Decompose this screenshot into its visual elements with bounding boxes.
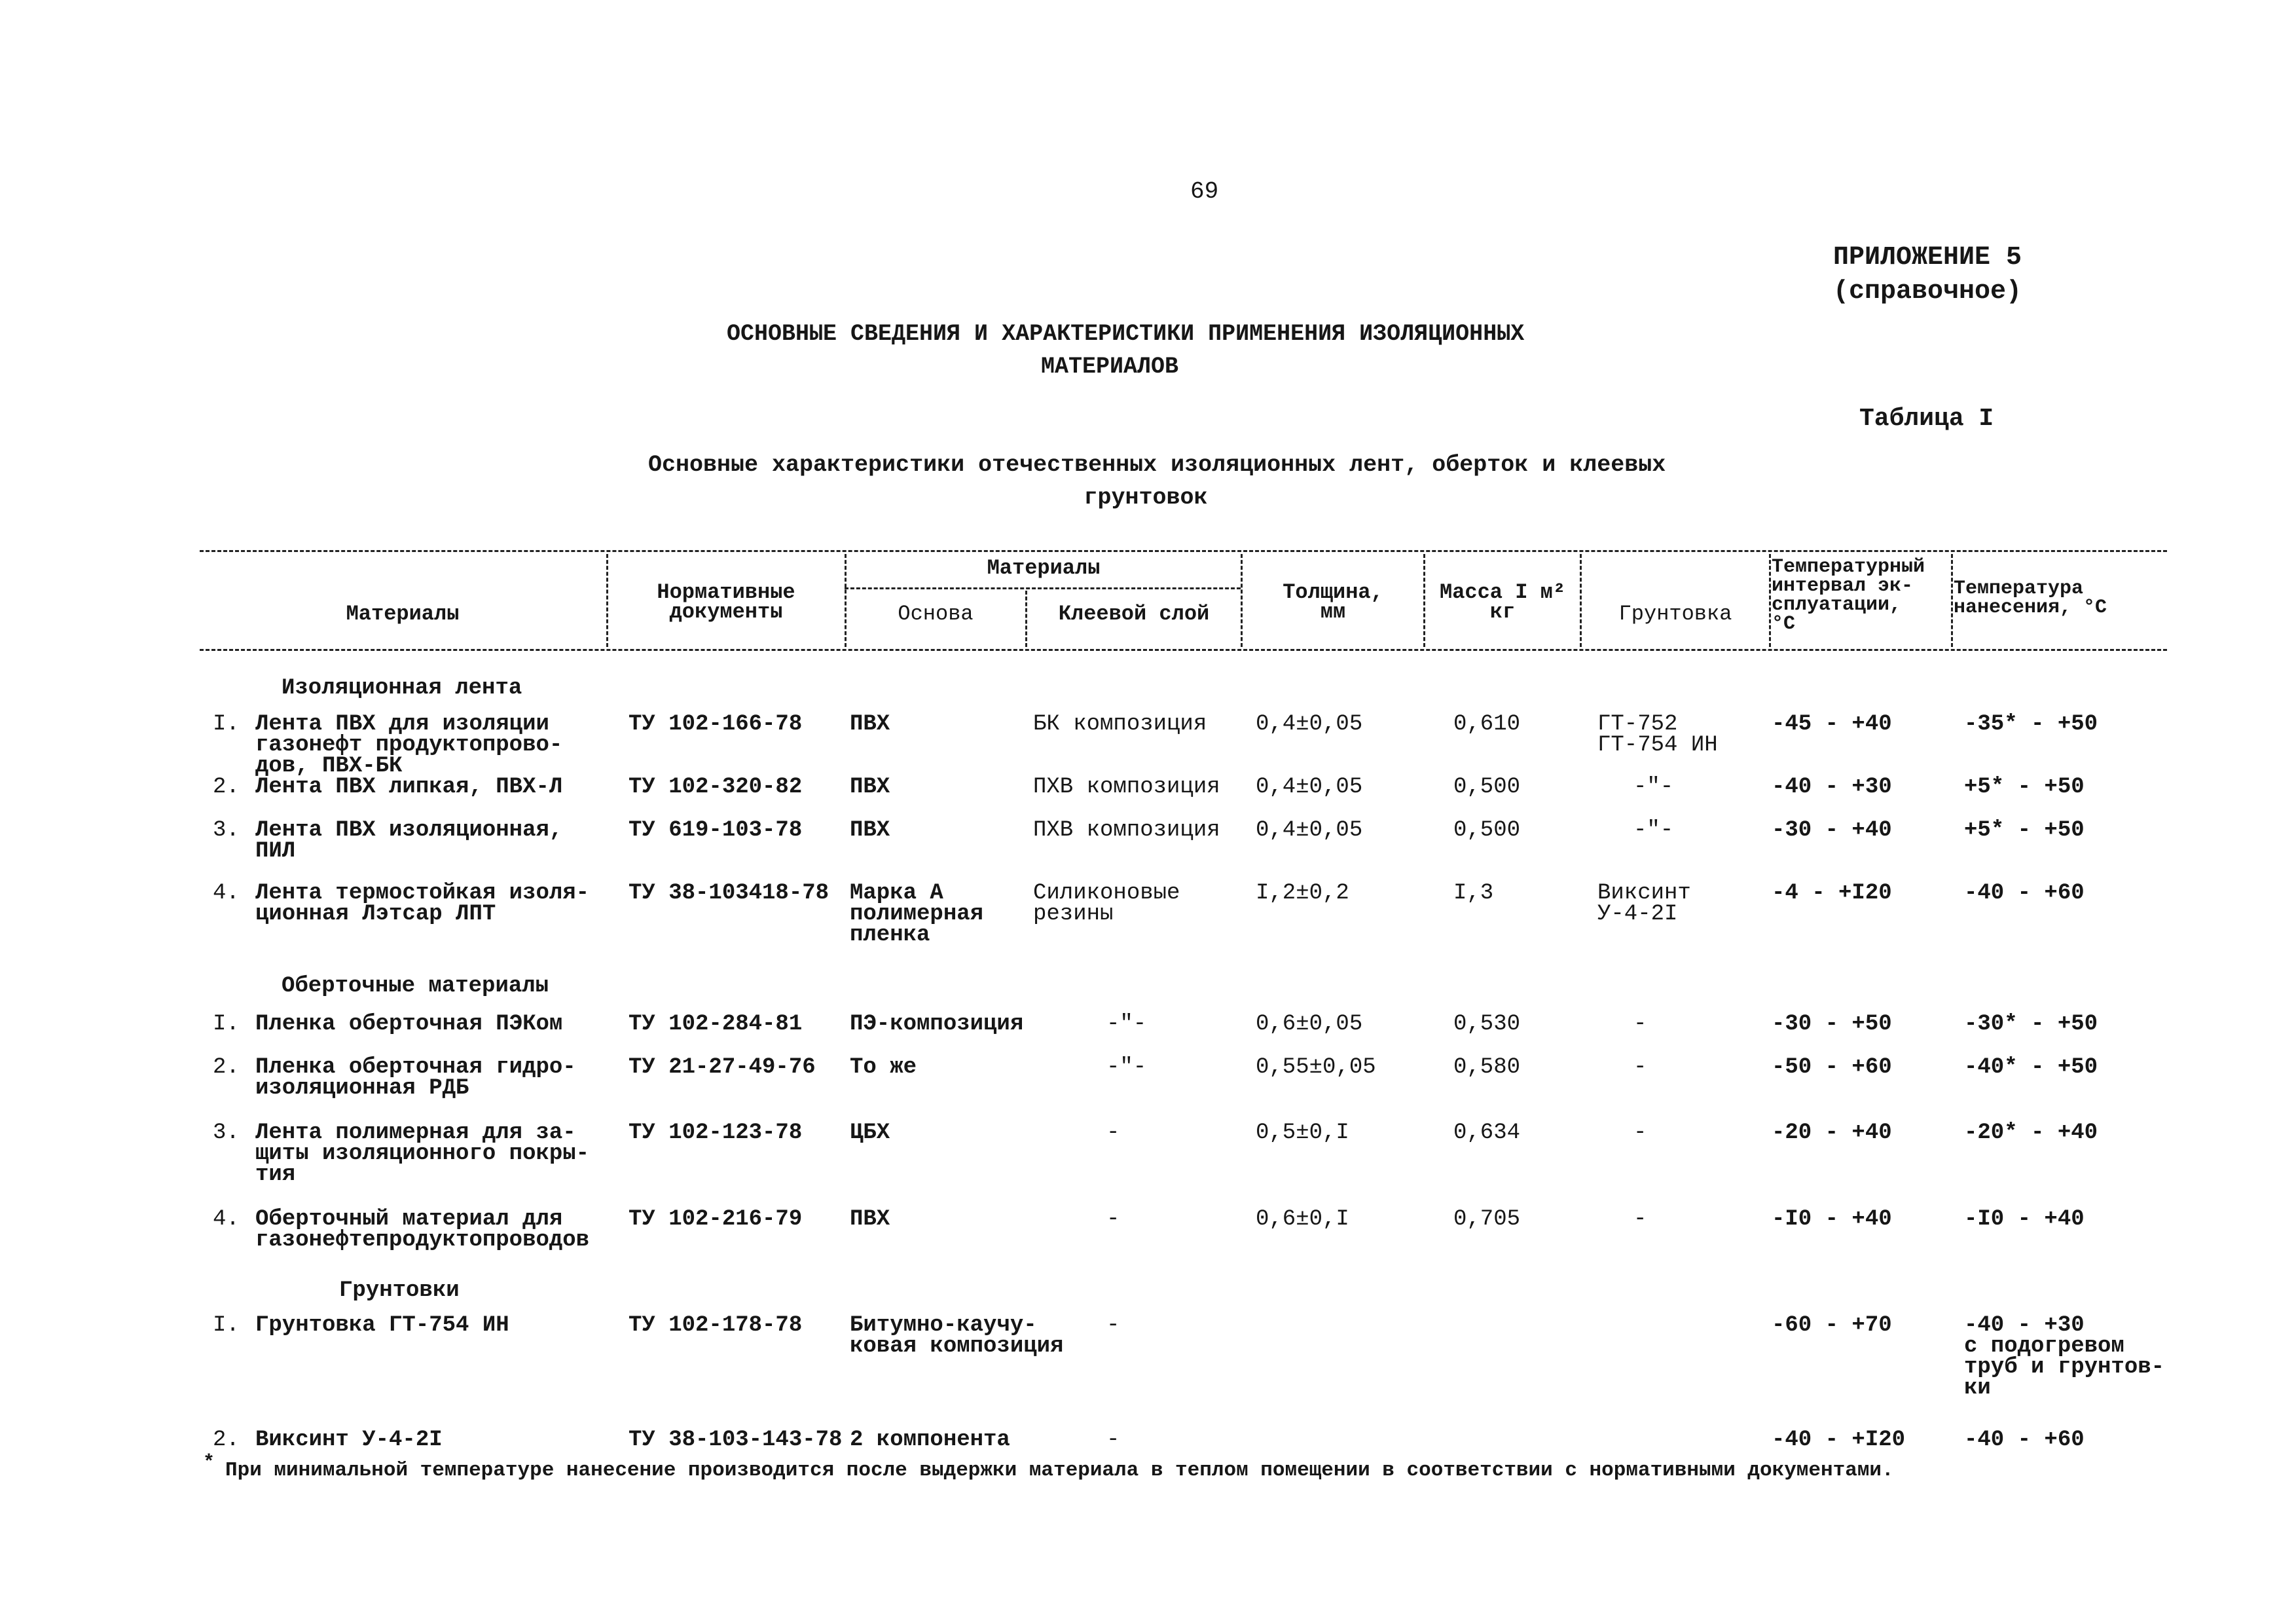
cell-name: Пленка оберточная ПЭКом (255, 1012, 563, 1037)
cell-primer: - (1633, 1207, 1647, 1232)
document-title-line-1: ОСНОВНЫЕ СВЕДЕНИЯ И ХАРАКТЕРИСТИКИ ПРИМЕНЕНИЯ ИЗОЛЯЦИОННЫХ (727, 321, 1525, 347)
cell-tapply: -35* - +50 (1964, 712, 2098, 737)
cell-name: Грунтовка ГТ-754 ИН (255, 1313, 509, 1338)
cell-doc: ТУ 102-123-78 (629, 1120, 803, 1145)
cell-mass: I,3 (1453, 881, 1494, 906)
table-label: Таблица I (1859, 405, 1994, 433)
cell-trange: -50 - +60 (1772, 1055, 1892, 1080)
header-materials: Материалы (346, 602, 460, 626)
cell-name: Лента полимерная для за- щиты изоляционного покры- тия (255, 1120, 590, 1187)
cell-mass: 0,610 (1453, 712, 1521, 737)
section-title: Изоляционная лента (282, 676, 522, 701)
table-header-bottom-rule (200, 649, 2167, 651)
cell-doc: ТУ 102-216-79 (629, 1207, 803, 1232)
cell-name: Лента ПВХ изоляционная, ПИЛ (255, 818, 563, 864)
cell-primer: - (1633, 1055, 1647, 1080)
cell-base: ПЭ-композиция (850, 1012, 1024, 1037)
cell-base: То же (850, 1055, 917, 1080)
cell-primer: - (1633, 1120, 1647, 1145)
cell-num: 4. (213, 881, 240, 906)
header-temp-apply: Температура нанесения, °С (1954, 578, 2107, 619)
header-base: Основа (898, 602, 974, 626)
cell-adhesive: БК композиция (1033, 712, 1207, 737)
cell-thickness: 0,5±0,I (1256, 1120, 1349, 1145)
header-separator (606, 554, 608, 647)
cell-tapply: -I0 - +40 (1964, 1207, 2085, 1232)
cell-trange: -I0 - +40 (1772, 1207, 1892, 1232)
cell-thickness: 0,4±0,05 (1256, 712, 1363, 737)
table-caption-line-1: Основные характеристики отечественных изоляционных лент, оберток и клеевых (648, 452, 1666, 478)
cell-trange: -4 - +I20 (1772, 881, 1892, 906)
cell-num: 2. (213, 775, 240, 800)
cell-name: Виксинт У-4-2I (255, 1428, 443, 1452)
cell-trange: -30 - +50 (1772, 1012, 1892, 1037)
cell-trange: -40 - +I20 (1772, 1428, 1906, 1452)
cell-doc: ТУ 102-178-78 (629, 1313, 803, 1338)
cell-num: 3. (213, 818, 240, 843)
header-separator (1423, 554, 1425, 647)
cell-adhesive: -"- (1106, 1055, 1147, 1080)
header-separator (845, 554, 847, 647)
cell-tapply: -40 - +60 (1964, 881, 2085, 906)
header-temp-range: Температурный интервал эк- сплуатации, °С (1772, 556, 1925, 635)
cell-adhesive: - (1106, 1428, 1120, 1452)
header-separator (1769, 554, 1771, 647)
cell-adhesive: - (1106, 1120, 1120, 1145)
cell-num: I. (213, 712, 240, 737)
appendix-note: (справочное) (1833, 277, 2022, 306)
cell-trange: -45 - +40 (1772, 712, 1892, 737)
cell-mass: 0,530 (1453, 1012, 1521, 1037)
cell-adhesive: Силиконовые резины (1033, 881, 1180, 927)
cell-mass: 0,634 (1453, 1120, 1521, 1145)
cell-num: 3. (213, 1120, 240, 1145)
cell-primer: -"- (1633, 775, 1674, 800)
cell-doc: ТУ 38-103-143-78 (629, 1428, 843, 1452)
appendix-label (1833, 241, 2022, 309)
cell-num: I. (213, 1313, 240, 1338)
cell-doc: ТУ 21-27-49-76 (629, 1055, 816, 1080)
cell-mass: 0,500 (1453, 775, 1521, 800)
cell-primer: - (1633, 1012, 1647, 1037)
table-top-rule (200, 550, 2167, 552)
cell-thickness: I,2±0,2 (1256, 881, 1349, 906)
cell-num: 4. (213, 1207, 240, 1232)
cell-trange: -40 - +30 (1772, 775, 1892, 800)
cell-thickness: 0,55±0,05 (1256, 1055, 1376, 1080)
cell-mass: 0,500 (1453, 818, 1521, 843)
cell-thickness: 0,6±0,I (1256, 1207, 1349, 1232)
cell-num: 2. (213, 1055, 240, 1080)
cell-tapply: -40* - +50 (1964, 1055, 2098, 1080)
header-mass: Масса I м² кг (1439, 580, 1566, 624)
cell-tapply: -20* - +40 (1964, 1120, 2098, 1145)
cell-tapply: -30* - +50 (1964, 1012, 2098, 1037)
materials-group-rule (845, 587, 1241, 589)
header-separator (1951, 554, 1953, 647)
header-separator (1241, 554, 1243, 647)
cell-name: Оберточный материал для газонефтепродуктопроводов (255, 1207, 590, 1253)
cell-doc: ТУ 619-103-78 (629, 818, 803, 843)
page-number: 69 (1190, 178, 1219, 205)
section-title: Оберточные материалы (282, 974, 549, 999)
cell-mass: 0,705 (1453, 1207, 1521, 1232)
cell-base: ЦБХ (850, 1120, 890, 1145)
cell-tapply: +5* - +50 (1964, 775, 2085, 800)
cell-tapply: +5* - +50 (1964, 818, 2085, 843)
cell-num: 2. (213, 1428, 240, 1452)
cell-trange: -20 - +40 (1772, 1120, 1892, 1145)
cell-primer: Виксинт У-4-2I (1597, 881, 1691, 927)
cell-name: Пленка оберточная гидро- изоляционная РДБ (255, 1055, 576, 1101)
header-separator (1580, 554, 1582, 647)
cell-base: ПВХ (850, 1207, 890, 1232)
document-title (727, 318, 1525, 383)
cell-base: Марка А полимерная пленка (850, 881, 984, 948)
cell-thickness: 0,4±0,05 (1256, 775, 1363, 800)
cell-adhesive: - (1106, 1313, 1120, 1338)
table-caption (648, 449, 1666, 514)
cell-primer: ГТ-752 ГТ-754 ИН (1597, 712, 1718, 758)
document-title-line-2: МАТЕРИАЛОВ (1040, 354, 1179, 380)
header-materials-group: Материалы (987, 556, 1101, 580)
cell-trange: -60 - +70 (1772, 1313, 1892, 1338)
cell-thickness: 0,4±0,05 (1256, 818, 1363, 843)
cell-num: I. (213, 1012, 240, 1037)
cell-adhesive: - (1106, 1207, 1120, 1232)
cell-base: 2 компонента (850, 1428, 1010, 1452)
cell-base: ПВХ (850, 818, 890, 843)
cell-doc: ТУ 102-166-78 (629, 712, 803, 737)
cell-doc: ТУ 102-320-82 (629, 775, 803, 800)
cell-thickness: 0,6±0,05 (1256, 1012, 1363, 1037)
cell-adhesive: ПХВ композиция (1033, 775, 1220, 800)
cell-adhesive: ПХВ композиция (1033, 818, 1220, 843)
section-title: Грунтовки (339, 1278, 460, 1303)
cell-base: Битумно-каучу- ковая композиция (850, 1313, 1064, 1359)
table-caption-line-2: грунтовок (1084, 485, 1208, 511)
cell-tapply: -40 - +60 (1964, 1428, 2085, 1452)
cell-doc: ТУ 38-103418-78 (629, 881, 829, 906)
cell-base: ПВХ (850, 775, 890, 800)
cell-name: Лента ПВХ липкая, ПВХ-Л (255, 775, 563, 800)
cell-base: ПВХ (850, 712, 890, 737)
footnote-text: При минимальной температуре нанесение производится после выдержки материала в теплом помещении в соответствии с нормативными документами. (225, 1459, 1894, 1482)
cell-adhesive: -"- (1106, 1012, 1147, 1037)
cell-trange: -30 - +40 (1772, 818, 1892, 843)
cell-doc: ТУ 102-284-81 (629, 1012, 803, 1037)
header-adhesive: Клеевой слой (1058, 602, 1210, 626)
appendix-title: ПРИЛОЖЕНИЕ 5 (1833, 243, 2022, 272)
cell-name: Лента ПВХ для изоляции газонефт продуктопрово- дов, ПВХ-БК (255, 712, 563, 779)
header-thickness: Толщина, мм (1283, 580, 1383, 624)
header-separator (1025, 591, 1027, 647)
cell-mass: 0,580 (1453, 1055, 1521, 1080)
cell-primer: -"- (1633, 818, 1674, 843)
header-primer: Грунтовка (1618, 602, 1732, 626)
header-norm-docs: Нормативные документы (657, 580, 795, 624)
cell-tapply: -40 - +30 с подогревом труб и грунтов- ки (1964, 1313, 2165, 1401)
cell-name: Лента термостойкая изоля- ционная Лэтсар ЛПТ (255, 881, 590, 927)
footnote-mark: * (203, 1452, 215, 1474)
footnote (203, 1452, 1894, 1482)
